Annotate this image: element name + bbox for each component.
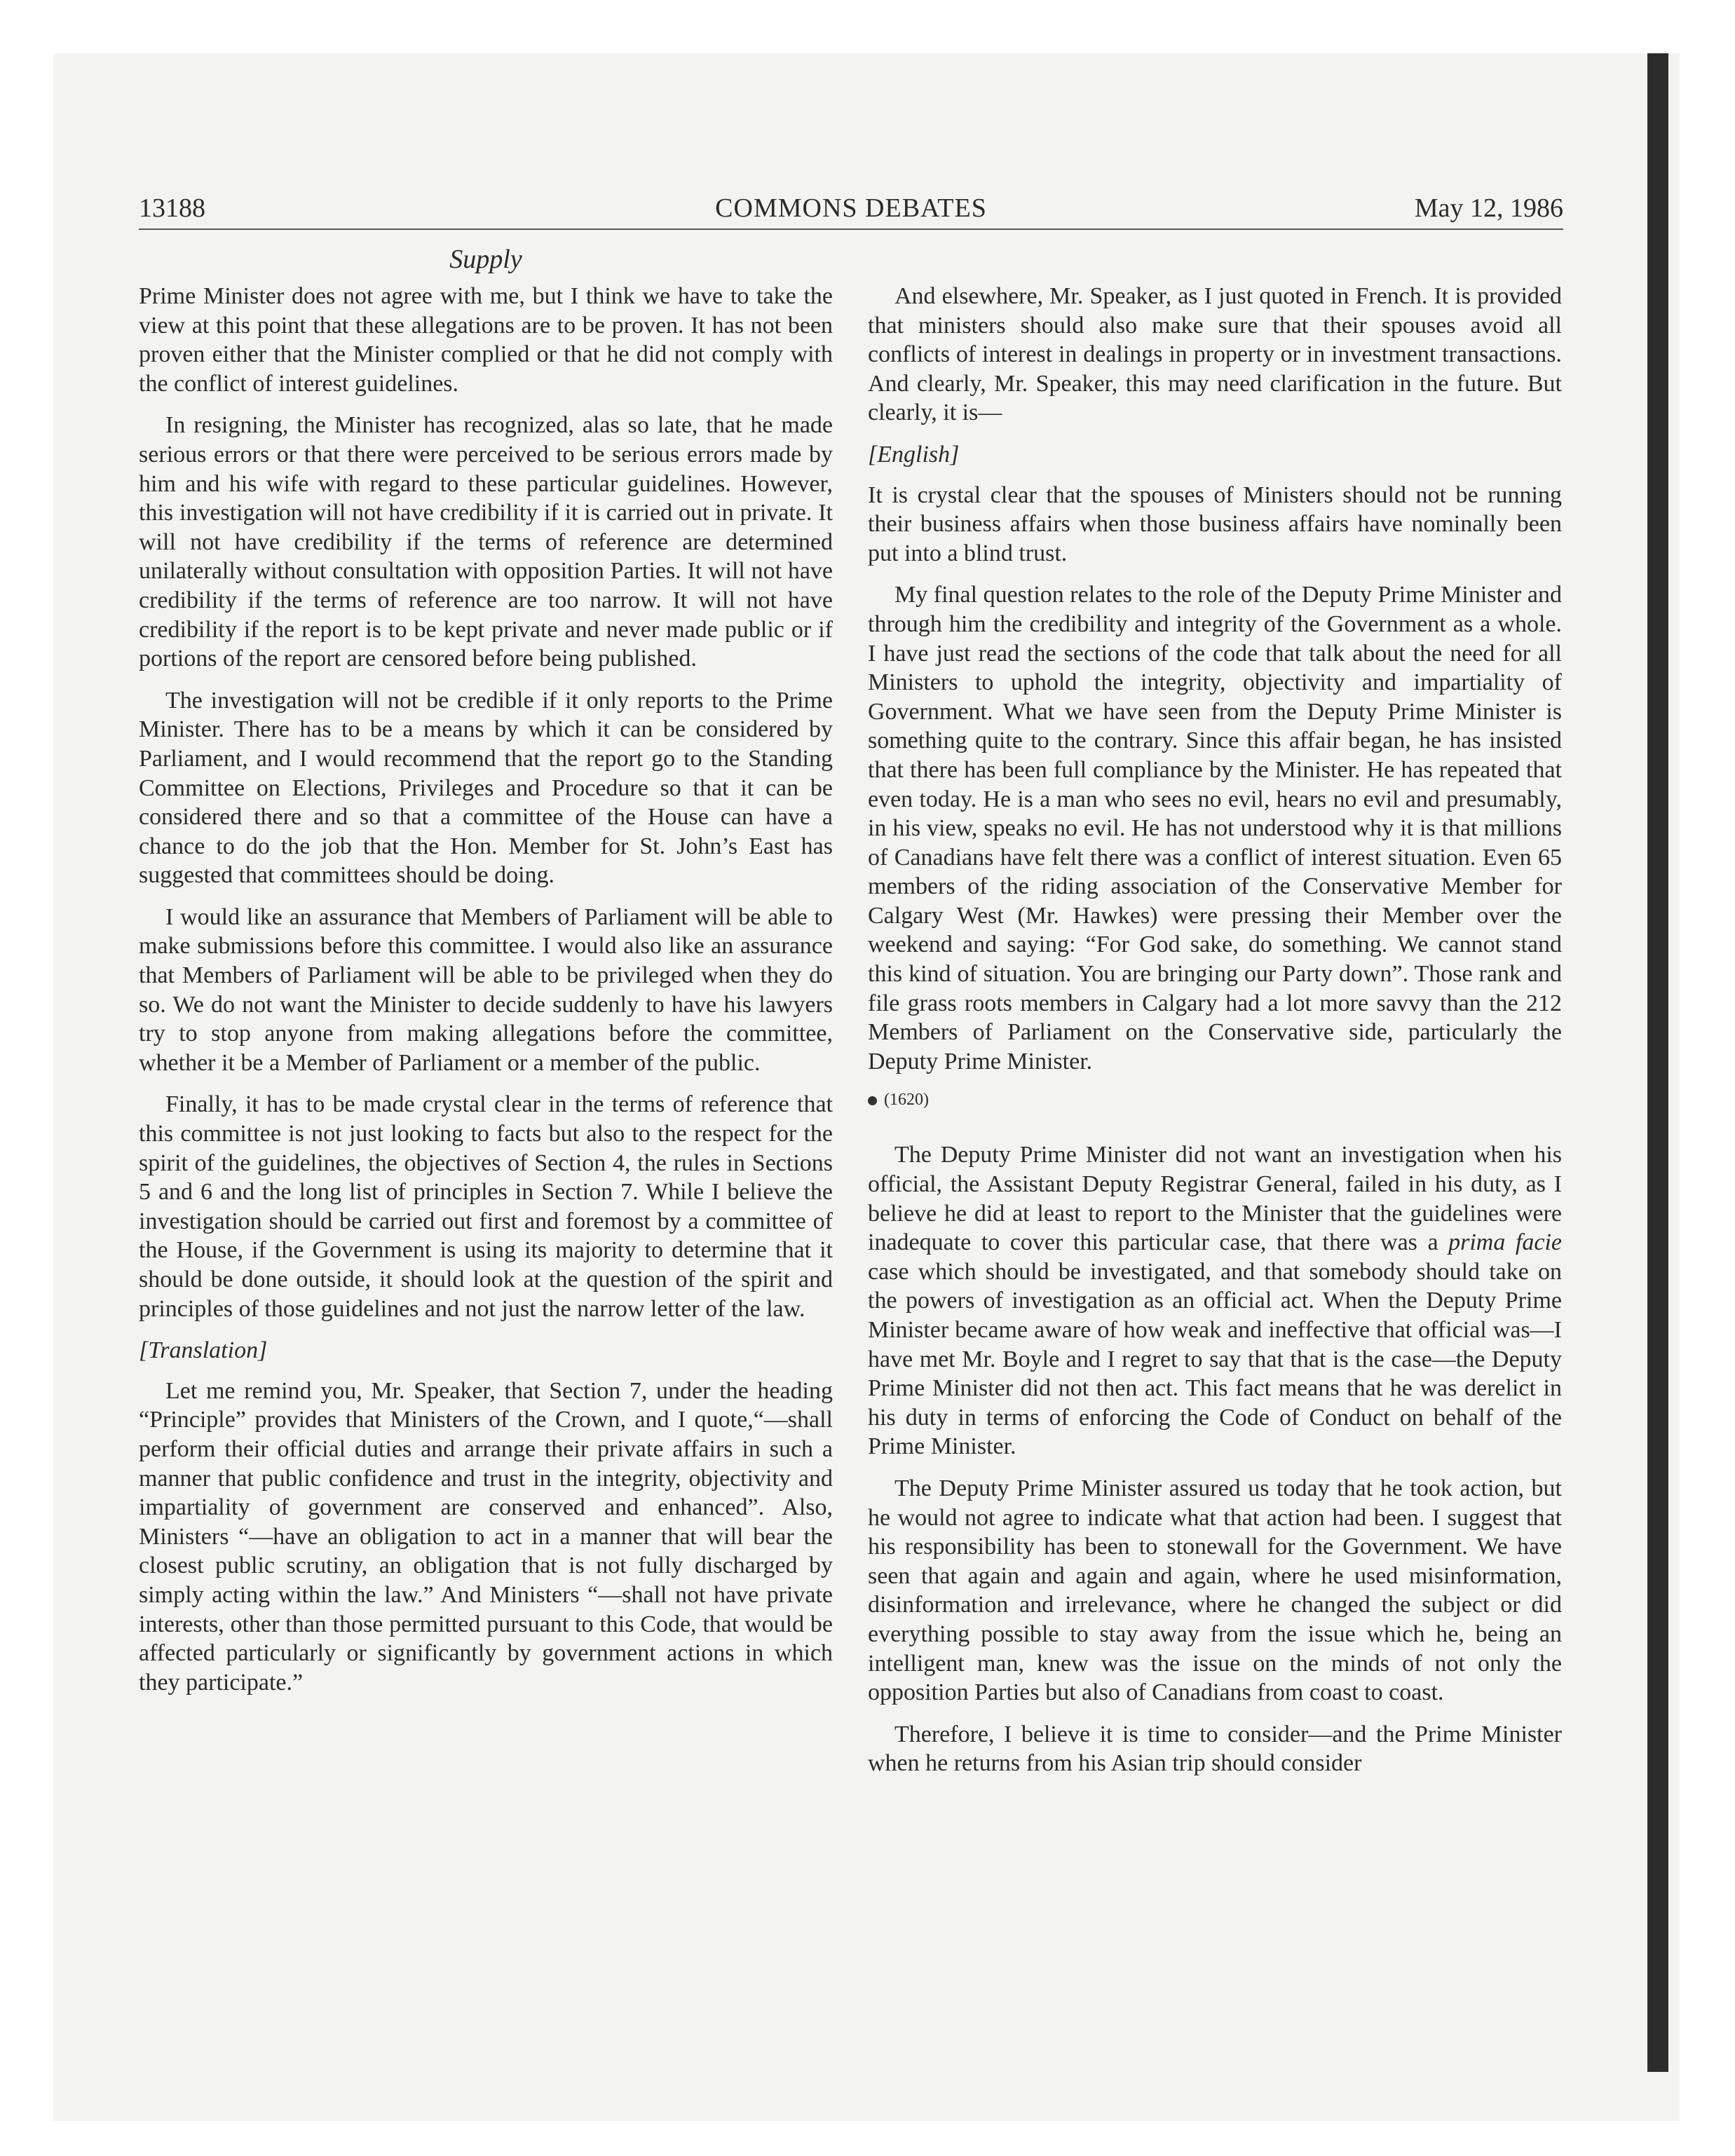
paragraph-text: case which should be investigated, and that somebody should take on the powers of investigation as an official act. When the Deputy Prime Minister became aware of how weak and ineffective that official was—I have met Mr. Boyle and I regret to say that that is the case—the Deputy Prime Minister did not then act. This fact means that he was derelict in his duty in terms of enforcing the Code of Conduct on behalf of the Prime Minister. [868, 1258, 1562, 1460]
publication-date: May 12, 1986 [1414, 193, 1563, 223]
paragraph: Therefore, I believe it is time to consider—and the Prime Minister when he returns from his Asian trip should consider [868, 1721, 1562, 1777]
paragraph: The investigation will not be credible if it only reports to the Prime Minister. There has to be a means by which it can be considered by Parliament, and I would recommend that the report go to the Standing Committee on Elections, Privileges and Procedure so that it can be considered there and so that a committee of the House can have a chance to do the job that the Hon. Member for St. John’s East has suggested that committees should be doing. [139, 687, 833, 889]
paragraph: In resigning, the Minister has recognized, alas so late, that he made serious errors or that there were perceived to be serious errors made by him and his wife with regard to these particular guidelines. However, this investigation will not have credibility if it is carried out in private. It will not have credibility if the terms of reference are determined unilaterally without consultation with opposition Parties. It will not have credibility if the terms of reference are too narrow. It will not have credibility if the report is to be kept private and never made public or if portions of the report are censored before being published. [139, 412, 833, 672]
paragraph: And elsewhere, Mr. Speaker, as I just quoted in French. It is provided that ministers should also make sure that their spouses avoid all conflicts of interest in dealings in property or in investment transactions. And clearly, Mr. Speaker, this may need clarification in the future. But clearly, it is— [868, 283, 1562, 426]
time-marker-label: (1620) [884, 1091, 929, 1110]
paragraph-text: The Deputy Prime Minister did not want an investigation when his official, the Assistant Deputy Registrar General, failed in his duty, as I believe he did at least to report to the Minister that the guidelines were inadequate to cover this particular case, that there was a [868, 1142, 1562, 1256]
paragraph: Prime Minister does not agree with me, but I think we have to take the view at this point that these allegations are to be proven. It has not been proven either that the Minister complied or that he did not comply with the conflict of interest guidelines. [139, 283, 833, 397]
right-column [868, 282, 1562, 1791]
time-marker [868, 1089, 1562, 1111]
language-tag: [English] [868, 441, 960, 468]
paragraph: I would like an assurance that Members of Parliament will be able to make submissions before this committee. I would also like an assurance that Members of Parliament will be able to be privileged when they do so. We do not want the Minister to decide suddenly to have his lawyers try to stop anyone from making allegations before the committee, whether it be a Member of Parliament or a member of the public. [139, 903, 833, 1076]
translation-tag: [Translation] [139, 1337, 268, 1364]
paragraph: Let me remind you, Mr. Speaker, that Section 7, under the heading “Principle” provides that Ministers of the Crown, and I quote,“—shall perform their official duties and arrange their private affairs in such a manner that public confidence and trust in the integrity, objectivity and impartiality of government are conserved and enhanced”. Also, Ministers “—have an obligation to act in a manner that will bear the closest public scrutiny, an obligation that is not fully discharged by simply acting within the law.” And Ministers “—shall not have private interests, other than those permitted pursuant to this Code, that would be affected particularly or significantly by government actions in which they participate.” [139, 1377, 833, 1696]
left-column [139, 282, 833, 1710]
paragraph: Finally, it has to be made crystal clear in the terms of reference that this committee is not just looking to facts but also to the respect for the spirit of the guidelines, the objectives of Section 4, the rules in Sections 5 and 6 and the long list of principles in Section 7. While I believe the investigation should be carried out first and foremost by a committee of the House, if the Government is using its majority to determine that it should be done outside, it should look at the question of the spirit and principles of those guidelines and not just the narrow letter of the law. [139, 1091, 833, 1322]
section-heading: Supply [449, 245, 522, 274]
paragraph: My final question relates to the role of the Deputy Prime Minister and through him the credibility and integrity of the Government as a whole. I have just read the sections of the code that talk about the need for all Ministers to uphold the integrity, objectivity and impartiality of Government. What we have seen from the Deputy Prime Minister is something quite to the contrary. Since this affair began, he has insisted that there has been full compliance by the Minister. He has repeated that even today. He is a man who sees no evil, hears no evil and presumably, in his view, speaks no evil. He has not understood why it is that millions of Canadians have felt there was a conflict of interest situation. Even 65 members of the riding association of the Conservative Member for Calgary West (Mr. Hawkes) were pressing their Member over the weekend and saying: “For God sake, do something. We cannot stand this kind of situation. You are bringing our Party down”. Those rank and file grass roots members in Calgary had a lot more savvy than the 212 Members of Parliament on the Conservative side, particularly the Deputy Prime Minister. [868, 582, 1562, 1074]
publication-title: COMMONS DEBATES [715, 193, 987, 223]
running-header [139, 188, 1563, 230]
paragraph: It is crystal clear that the spouses of Ministers should not be running their business affairs when those business affairs have nominally been put into a blind trust. [868, 482, 1562, 566]
paragraph: The Deputy Prime Minister assured us today that he took action, but he would not agree to indicate what that action had been. I suggest that his responsibility has been to stonewall for the Government. We have seen that again and again and again, where he used misinformation, disinformation and irrelevance, where he changed the subject or did everything possible to stay away from the issue which he, being an intelligent man, knew was the issue on the minds of not only the opposition Parties but also of Canadians from coast to coast. [868, 1475, 1562, 1706]
italic-term: prima facie [1448, 1229, 1562, 1256]
scan-edge-shadow [1647, 53, 1668, 2072]
bullet-icon [868, 1096, 877, 1105]
paragraph [868, 1140, 1562, 1461]
page-number: 13188 [139, 193, 205, 223]
